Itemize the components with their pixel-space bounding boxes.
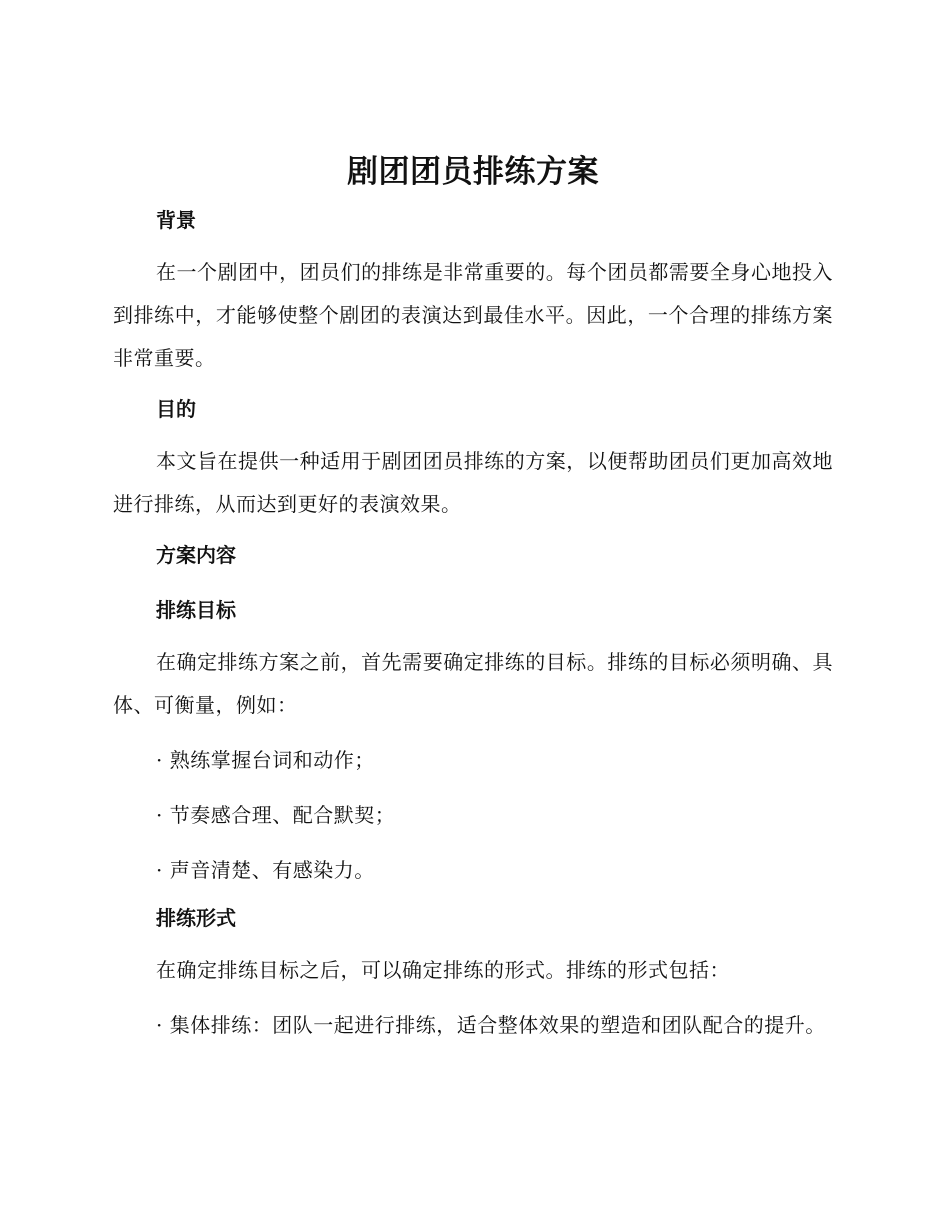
paragraph-form: 在确定排练目标之后，可以确定排练的形式。排练的形式包括：: [156, 958, 730, 982]
paragraph-purpose: 本文旨在提供一种适用于剧团团员排练的方案，以便帮助团员们更加高效地进行排练，从而达到更好的表演效果。: [113, 449, 833, 516]
paragraph-background: 在一个剧团中，团员们的排练是非常重要的。每个团员都需要全身心地投入到排练中，才能够使整个剧团的表演达到最佳水平。因此，一个合理的排练方案非常重要。: [113, 260, 833, 370]
list-item-goal-2: · 节奏感合理、配合默契；: [156, 803, 396, 827]
document-page: [113, 150, 833, 1047]
list-item-form-1: · 集体排练：团队一起进行排练，适合整体效果的塑造和团队配合的提升。: [156, 1013, 826, 1037]
paragraph-goal: 在确定排练方案之前，首先需要确定排练的目标。排练的目标必须明确、具体、可衡量，例如：: [113, 650, 833, 717]
list-item-goal-3: · 声音清楚、有感染力。: [156, 858, 375, 882]
section-heading-content: 方案内容: [156, 543, 236, 567]
section-heading-form: 排练形式: [156, 906, 236, 930]
document-title: 剧团团员排练方案: [347, 154, 599, 190]
section-heading-purpose: 目的: [156, 397, 196, 421]
section-heading-background: 背景: [156, 208, 196, 232]
list-item-goal-1: · 熟练掌握台词和动作；: [156, 748, 375, 772]
section-heading-goal: 排练目标: [156, 598, 236, 622]
